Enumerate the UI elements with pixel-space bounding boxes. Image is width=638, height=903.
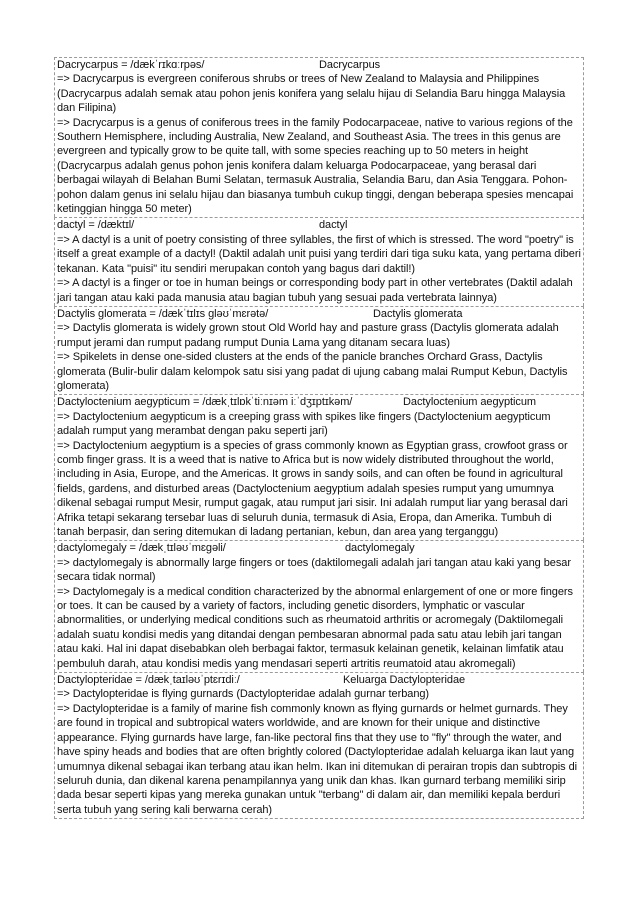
entry-header [57,673,581,687]
headword: dactyl = /dæktɪl/ [57,219,135,232]
translation: dactylomegaly [345,542,415,555]
dictionary-entry [54,306,584,394]
headword: dactylomegaly = /dækˌtɪləʊˈmɛgəli/ [57,542,226,555]
translation: dactyl [319,219,348,232]
translation: Dactylis glomerata [373,307,463,320]
headword: Dactyloctenium aegypticum = /dækˌtɪlɒkˈtiːnɪəm iːˈdʒɪptɪkəm/ [57,396,353,409]
translation: Dactyloctenium aegypticum [403,396,537,409]
definition: => dactylomegaly is abnormally large fingers or toes (daktilomegali adalah jari tangan atau kaki yang besar secara tidak normal) [57,556,571,584]
definition: => A dactyl is a unit of poetry consisting of three syllables, the first of which is stressed. The word "poetry" is itself a great example of a dactyl! (Daktil adalah unit puisi yang terdiri dari tiga suku kata, yang pertama diberi tekanan. Kata "puisi" itu sendiri merupakan contoh yang bagus dari daktil!) [57,233,581,275]
definition: => Dactylopteridae is a family of marine fish commonly known as flying gurnards or helmet gurnards. They are found in tropical and subtropical waters worldwide, and are known for their unique and distinctive appearance. Flying gurnards have large, fan-like pectoral fins that they use to "fly" through the water, and have spiny heads and bodies that are often brightly colored (Dactylopteridae adalah keluarga ikan laut yang umumnya dikenal sebagai ikan terbang atau ikan helm. Ikan ini ditemukan di perairan tropis dan subtropis di seluruh dunia, dan dikenal karena penampilannya yang unik dan khas. Ikan gurnard terbang memiliki sirip dada besar seperti kipas yang mereka gunakan untuk "terbang" di dalam air, dan memiliki kepala berduri serta tubuh yang sering kali berwarna cerah) [57,702,578,816]
definition: => Dactylis glomerata is widely grown stout Old World hay and pasture grass (Dactylis glomerata adalah rumput jerami dan rumput padang rumput Dunia Lama yang ditanam secara luas) [57,322,559,349]
definition: => Dactylomegaly is a medical condition characterized by the abnormal enlargement of one or more fingers or toes. It can be caused by a variety of factors, including genetic disorders, lymphatic or vascular abnormalities, or underlying medical conditions such as rheumatoid arthritis or acromegaly (Daktilomegali adalah suatu kondisi medis yang ditandai dengan pembesaran abnormal pada satu atau lebih jari tangan atau kaki. Hal ini dapat disebabkan oleh berbagai faktor, termasuk kelainan genetik, kelainan limfatik atau pembuluh darah, atau kondisi medis yang mendasari seperti artritis reumatoid atau akromegali) [57,585,573,670]
entry-header [57,307,581,321]
definition: => Dacrycarpus is evergreen coniferous shrubs or trees of New Zealand to Malaysia and Philippines (Dacrycarpus adalah semak atau pohon jenis konifera yang selalu hijau di Selandia Baru hingga Malaysia dan Filipina) [57,73,566,115]
translation: Dacrycarpus [319,59,381,71]
dictionary-entry [54,394,584,540]
definition: => A dactyl is a finger or toe in human beings or corresponding body part in other vertebrates (Daktil adalah jari tangan atau kaki pada manusia atau bagian tubuh yang sesuai pada vertebrata lainnya) [57,277,573,304]
entry-header [57,395,581,409]
dictionary-page [54,57,584,819]
dictionary-entry [54,672,584,819]
entry-header [57,218,581,232]
dictionary-entry [54,217,584,305]
definition: => Dactylopteridae is flying gurnards (Dactylopteridae adalah gurnar terbang) [57,688,430,701]
headword: Dacrycarpus = /dækˈrɪkɑːrpəs/ [57,59,205,71]
headword: Dactylis glomerata = /dækˈtɪlɪs gləʊˈmɛrətə/ [57,307,269,320]
dictionary-entry [54,540,584,672]
definition: => Dactyloctenium aegyptium is a species of grass commonly known as Egyptian grass, crowfoot grass or comb finger grass. It is a weed that is native to Africa but is now widely distributed throughout the world, including in Asia, Europe, and the Americas. It grows in sandy soils, and can often be found in agricultural fields, gardens, and disturbed areas (Dactyloctenium aegyptium adalah spesies rumput yang umumnya dikenal sebagai rumput Mesir, rumput gagak, atau rumput jari sisir. Ini adalah rumput liar yang berasal dari Afrika tetapi sekarang tersebar luas di seluruh dunia, termasuk di Asia, Eropa, dan Amerika. Tumbuh di tanah berpasir, dan sering ditemukan di ladang pertanian, kebun, dan area yang terganggu) [57,439,568,538]
dictionary-entry [54,57,584,217]
headword: Dactylopteridae = /dækˌtaɪləʊˈptɛrɪdiː/ [57,674,240,687]
entry-header [57,541,581,555]
definition: => Spikelets in dense one-sided clusters at the ends of the panicle branches Orchard Grass, Dactylis glomerata (Bulir-bulir dalam kelompok satu sisi yang padat di ujung cabang malai Rumput Kebun, Dactylis glomerata) [57,351,568,392]
definition: => Dacrycarpus is a genus of coniferous trees in the family Podocarpaceae, native to various regions of the Southern Hemisphere, including Australia, New Zealand, and Southeast Asia. The trees in this genus are evergreen and typically grow to be quite tall, with some species reaching up to 50 meters in height (Dacrycarpus adalah genus pohon jenis konifera dalam keluarga Podocarpaceae, yang berasal dari berbagai wilayah di Belahan Bumi Selatan, termasuk Australia, Selandia Baru, dan Asia Tenggara. Pohon-pohon dalam genus ini selalu hijau dan biasanya tumbuh cukup tinggi, dengan beberapa spesies mencapai ketinggian hingga 50 meter) [57,116,574,216]
entry-header [57,58,581,72]
definition: => Dactyloctenium aegypticum is a creeping grass with spikes like fingers (Dactyloctenium aegypticum adalah rumput yang merambat dengan paku seperti jari) [57,410,551,438]
translation: Keluarga Dactylopteridae [343,674,466,687]
